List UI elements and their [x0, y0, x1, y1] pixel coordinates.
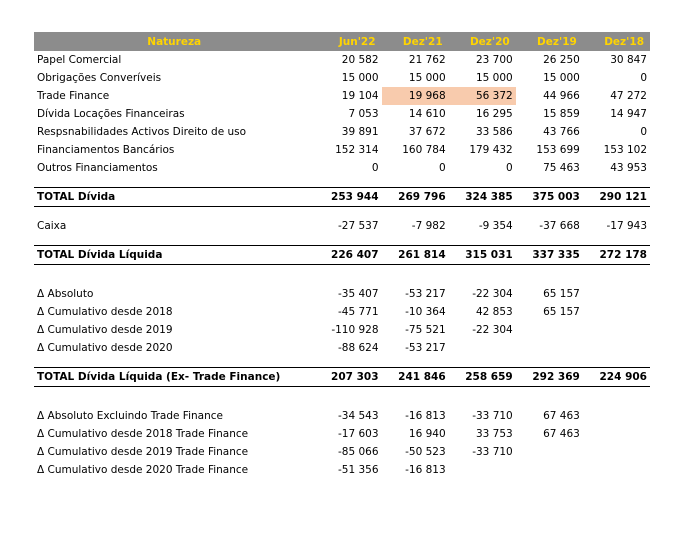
cell-value: 33 753	[475, 428, 513, 440]
total-value: 261 814	[382, 246, 449, 265]
cell-value: 153 102	[603, 144, 647, 156]
spacer-row	[34, 265, 650, 276]
spacer-row	[34, 397, 650, 407]
row-label: Papel Comercial	[37, 54, 122, 66]
table-row	[34, 443, 650, 461]
cell-value: -45 771	[338, 306, 379, 318]
cell-value	[449, 339, 516, 357]
table-row	[34, 141, 650, 159]
cell-value	[583, 461, 650, 479]
cell-value	[583, 407, 650, 425]
cell-value	[583, 425, 650, 443]
cell-value: 39 891	[341, 126, 379, 138]
cell-value: -37 668	[539, 220, 580, 232]
spacer-row	[34, 235, 650, 246]
spacer-row	[34, 275, 650, 285]
debt-table	[34, 32, 650, 479]
cell-value: -110 928	[331, 324, 379, 336]
cell-value: 19 104	[341, 90, 379, 102]
row-label: Δ Absoluto Excluindo Trade Finance	[37, 410, 223, 422]
cell-value: 0	[506, 162, 513, 174]
cell-value	[516, 443, 583, 461]
spacer-row	[34, 357, 650, 368]
total-value: 253 944	[314, 188, 381, 207]
cell-value: 75 463	[543, 162, 580, 174]
cell-value: 47 272	[610, 90, 647, 102]
cell-value: -50 523	[405, 446, 446, 458]
header-period: Dez'20	[449, 32, 516, 51]
table-row	[34, 51, 650, 69]
total-value: 292 369	[516, 368, 583, 387]
total-label: TOTAL Dívida Líquida	[34, 246, 314, 265]
total-value: 207 303	[314, 368, 381, 387]
highlighted-cell-value: 19 968	[382, 87, 449, 105]
total-label: TOTAL Dívida Líquida (Ex- Trade Finance)	[34, 368, 314, 387]
cell-value: -53 217	[405, 342, 446, 354]
cell-value: 7 053	[348, 108, 379, 120]
cell-value: 179 432	[469, 144, 513, 156]
row-label: Δ Cumulativo desde 2018 Trade Finance	[37, 428, 249, 440]
cell-value: 16 940	[408, 428, 446, 440]
cell-value: -9 354	[478, 220, 513, 232]
cell-value: -7 982	[411, 220, 446, 232]
cell-value: 15 859	[543, 108, 580, 120]
header-row	[34, 32, 650, 51]
cell-value: -88 624	[338, 342, 379, 354]
table-row	[34, 303, 650, 321]
table-row	[34, 69, 650, 87]
cell-value: 67 463	[543, 410, 580, 422]
cell-value: -17 603	[338, 428, 379, 440]
cell-value: -17 943	[606, 220, 647, 232]
total-value: 315 031	[449, 246, 516, 265]
cell-value	[583, 443, 650, 461]
total-value: 241 846	[382, 368, 449, 387]
row-label: Δ Absoluto	[37, 288, 94, 300]
total-value: 272 178	[583, 246, 650, 265]
table-row	[34, 123, 650, 141]
row-label: Δ Cumulativo desde 2020 Trade Finance	[37, 464, 249, 476]
cell-value: 16 295	[475, 108, 513, 120]
table-row	[34, 159, 650, 177]
cell-value: 43 766	[543, 126, 580, 138]
cell-value: -33 710	[472, 446, 513, 458]
total-row	[34, 246, 650, 265]
cell-value: 67 463	[543, 428, 580, 440]
cell-value: 0	[438, 162, 446, 174]
row-label: Dívida Locações Financeiras	[37, 108, 185, 120]
total-row	[34, 368, 650, 387]
row-label: Δ Cumulativo desde 2019	[37, 324, 173, 336]
total-row	[34, 188, 650, 207]
cell-value: 20 582	[341, 54, 379, 66]
table-row	[34, 321, 650, 339]
cell-value: -27 537	[338, 220, 379, 232]
total-label: TOTAL Dívida	[34, 188, 314, 207]
row-label: Trade Finance	[37, 90, 110, 102]
row-label: Outros Financiamentos	[37, 162, 158, 174]
cell-value: 0	[371, 162, 379, 174]
cell-value: 21 762	[408, 54, 446, 66]
cell-value: -51 356	[338, 464, 379, 476]
header-period: Dez'18	[583, 32, 650, 51]
cell-value: 15 000	[543, 72, 580, 84]
table-row	[34, 87, 650, 105]
cell-value: -85 066	[338, 446, 379, 458]
cell-value	[583, 303, 650, 321]
cell-value: 43 953	[610, 162, 647, 174]
cell-value	[516, 339, 583, 357]
cell-value: 160 784	[402, 144, 446, 156]
cell-value: 37 672	[408, 126, 446, 138]
table-row	[34, 105, 650, 123]
total-value: 324 385	[449, 188, 516, 207]
cell-value: -35 407	[338, 288, 379, 300]
cell-value: -22 304	[472, 324, 513, 336]
table-row	[34, 339, 650, 357]
cell-value: 14 947	[610, 108, 647, 120]
total-value: 258 659	[449, 368, 516, 387]
cell-value: 15 000	[475, 72, 513, 84]
table-row	[34, 407, 650, 425]
cell-value	[583, 285, 650, 303]
row-label: Caixa	[37, 220, 67, 232]
cell-value	[583, 321, 650, 339]
row-label: Δ Cumulativo desde 2020	[37, 342, 173, 354]
cell-value: 15 000	[341, 72, 379, 84]
cell-value: 23 700	[475, 54, 513, 66]
cell-value: 153 699	[536, 144, 580, 156]
cell-value: 14 610	[408, 108, 446, 120]
row-label: Δ Cumulativo desde 2019 Trade Finance	[37, 446, 249, 458]
spacer-row	[34, 207, 650, 218]
cell-value: 0	[640, 72, 647, 84]
table-row	[34, 461, 650, 479]
cell-value	[583, 339, 650, 357]
header-natureza: Natureza	[34, 32, 314, 51]
cell-value: 0	[640, 126, 647, 138]
cell-value: -22 304	[472, 288, 513, 300]
cell-value: 15 000	[408, 72, 446, 84]
table-row	[34, 217, 650, 235]
cell-value: -75 521	[405, 324, 446, 336]
total-value: 224 906	[583, 368, 650, 387]
header-period: Dez'21	[382, 32, 449, 51]
highlighted-cell-value: 56 372	[449, 87, 516, 105]
cell-value: -53 217	[405, 288, 446, 300]
total-value: 375 003	[516, 188, 583, 207]
cell-value: 44 966	[543, 90, 580, 102]
cell-value: 26 250	[543, 54, 580, 66]
cell-value: 65 157	[543, 288, 580, 300]
row-label: Δ Cumulativo desde 2018	[37, 306, 173, 318]
cell-value	[516, 461, 583, 479]
spacer-row	[34, 387, 650, 398]
cell-value: 65 157	[543, 306, 580, 318]
cell-value: 33 586	[475, 126, 513, 138]
cell-value	[449, 461, 516, 479]
total-value: 337 335	[516, 246, 583, 265]
cell-value: 42 853	[475, 306, 513, 318]
cell-value: 30 847	[610, 54, 647, 66]
cell-value: -16 813	[405, 464, 446, 476]
header-period: Jun'22	[314, 32, 381, 51]
spacer-row	[34, 177, 650, 188]
table-row	[34, 425, 650, 443]
cell-value: 152 314	[335, 144, 379, 156]
header-period: Dez'19	[516, 32, 583, 51]
row-label: Obrigações Converíveis	[37, 72, 162, 84]
table-row	[34, 285, 650, 303]
cell-value: -16 813	[405, 410, 446, 422]
cell-value: -33 710	[472, 410, 513, 422]
cell-value: -10 364	[405, 306, 446, 318]
row-label: Respsnabilidades Activos Direito de uso	[37, 126, 247, 138]
row-label: Financiamentos Bancários	[37, 144, 175, 156]
cell-value	[516, 321, 583, 339]
cell-value: -34 543	[338, 410, 379, 422]
total-value: 226 407	[314, 246, 381, 265]
debt-table-sheet	[34, 32, 650, 479]
total-value: 290 121	[583, 188, 650, 207]
total-value: 269 796	[382, 188, 449, 207]
